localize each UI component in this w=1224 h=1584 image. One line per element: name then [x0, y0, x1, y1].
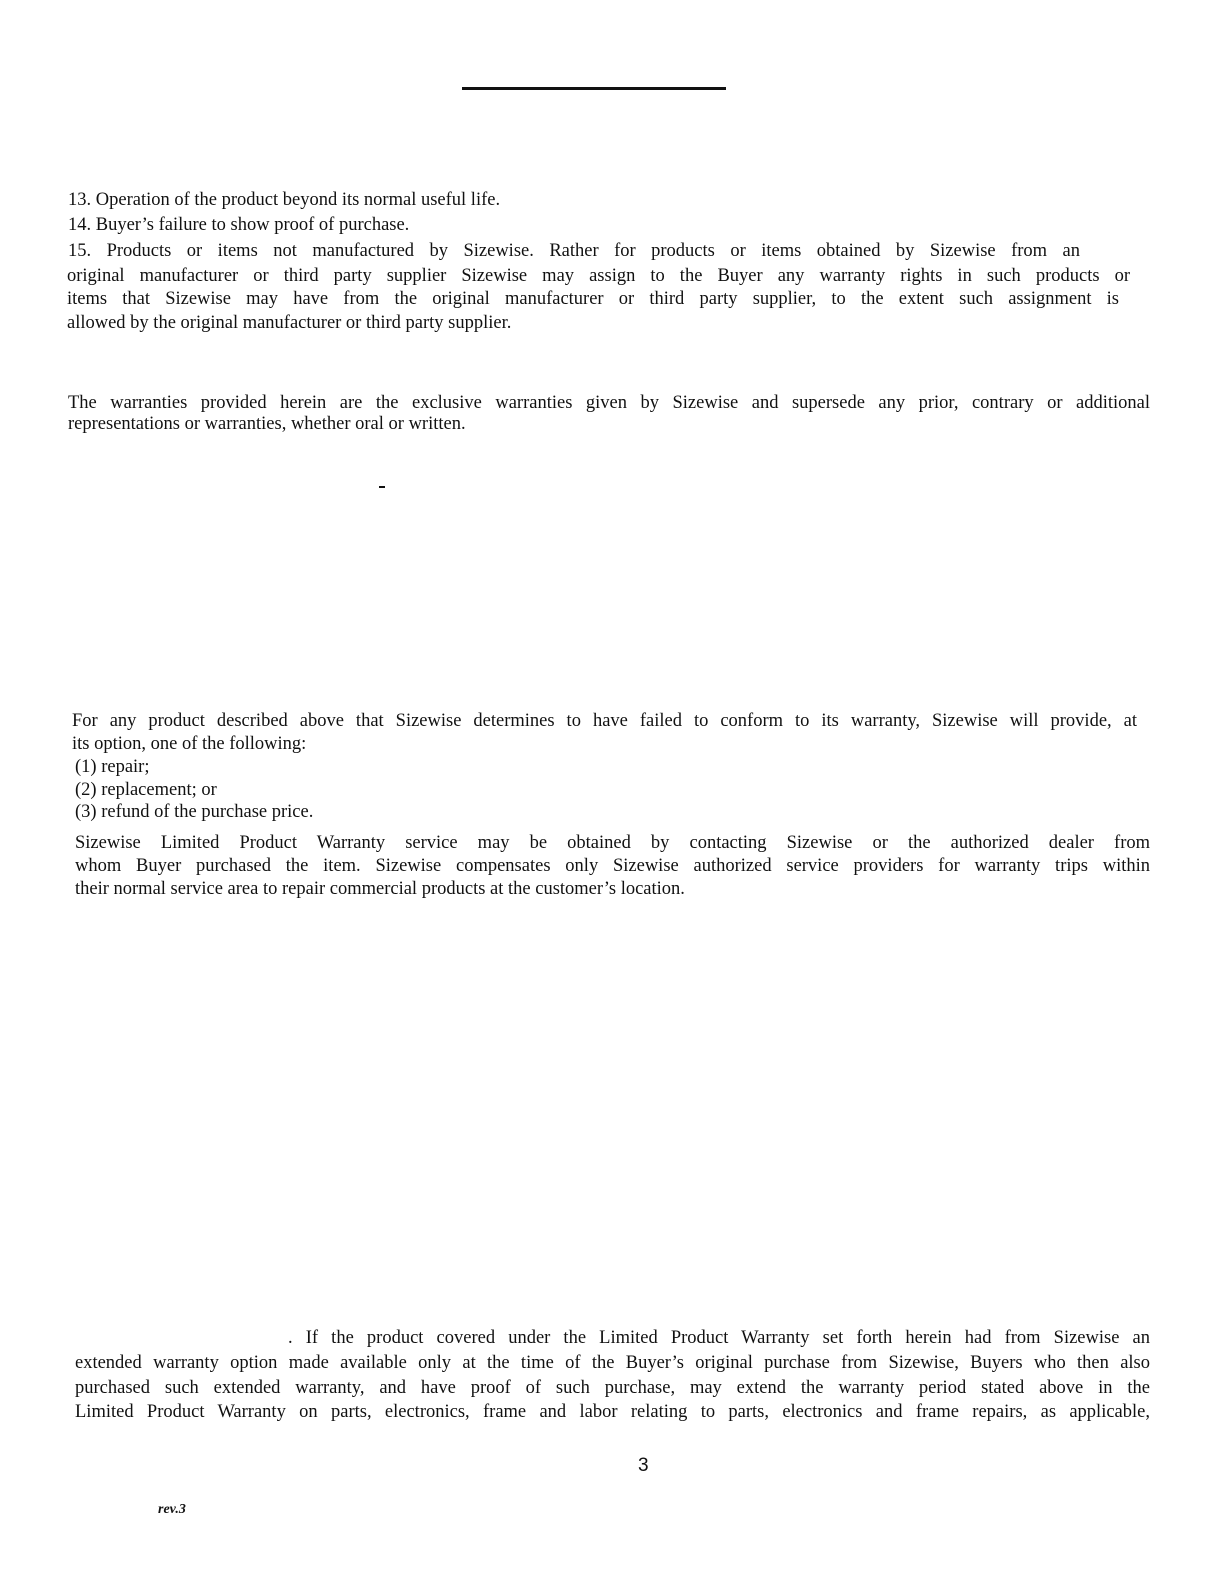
- exclusion-item-15-line: original manufacturer or third party supplier Sizewise may assign to the Buyer any warranty rights in such products or: [67, 266, 1130, 286]
- service-paragraph: their normal service area to repair commercial products at the customer’s location.: [75, 879, 685, 899]
- exclusion-item-14: 14. Buyer’s failure to show proof of purchase.: [68, 215, 410, 235]
- remedy-option: (3) refund of the purchase price.: [75, 802, 314, 822]
- remedy-option: (2) replacement; or: [75, 780, 217, 800]
- exclusion-item-15-line: items that Sizewise may have from the original manufacturer or third party supplier, to the extent such assignment is: [67, 289, 1119, 309]
- exclusion-item-15-line: 15. Products or items not manufactured by Sizewise. Rather for products or items obtained by Sizewise from an: [68, 241, 1080, 261]
- remedies-intro: its option, one of the following:: [72, 734, 307, 754]
- exclusive-warranty-paragraph: The warranties provided herein are the exclusive warranties given by Sizewise and supersede any prior, contrary or additional: [68, 393, 1150, 413]
- exclusion-item-13: 13. Operation of the product beyond its normal useful life.: [68, 190, 501, 210]
- service-paragraph: whom Buyer purchased the item. Sizewise compensates only Sizewise authorized service providers for warranty trips within: [75, 856, 1150, 876]
- exclusive-warranty-paragraph: representations or warranties, whether oral or written.: [68, 414, 466, 434]
- service-paragraph: Sizewise Limited Product Warranty service may be obtained by contacting Sizewise or the authorized dealer from: [75, 833, 1150, 853]
- page-number: 3: [638, 1455, 649, 1476]
- exclusion-item-15-line: allowed by the original manufacturer or third party supplier.: [67, 313, 512, 333]
- extended-warranty-paragraph: Limited Product Warranty on parts, electronics, frame and labor relating to parts, electronics and frame repairs, as applicable,: [75, 1402, 1150, 1422]
- dash-mark: [379, 486, 385, 488]
- extended-warranty-paragraph: . If the product covered under the Limited Product Warranty set forth herein had from Sizewise an: [288, 1328, 1150, 1348]
- extended-warranty-paragraph: extended warranty option made available only at the time of the Buyer’s original purchase from Sizewise, Buyers who then also: [75, 1353, 1150, 1373]
- revision-label: rev.3: [158, 1502, 186, 1517]
- header-rule: [462, 87, 726, 90]
- remedies-intro: For any product described above that Sizewise determines to have failed to conform to its warranty, Sizewise will provide, at: [72, 711, 1137, 731]
- extended-warranty-paragraph: purchased such extended warranty, and have proof of such purchase, may extend the warranty period stated above in the: [75, 1378, 1150, 1398]
- remedy-option: (1) repair;: [75, 757, 150, 777]
